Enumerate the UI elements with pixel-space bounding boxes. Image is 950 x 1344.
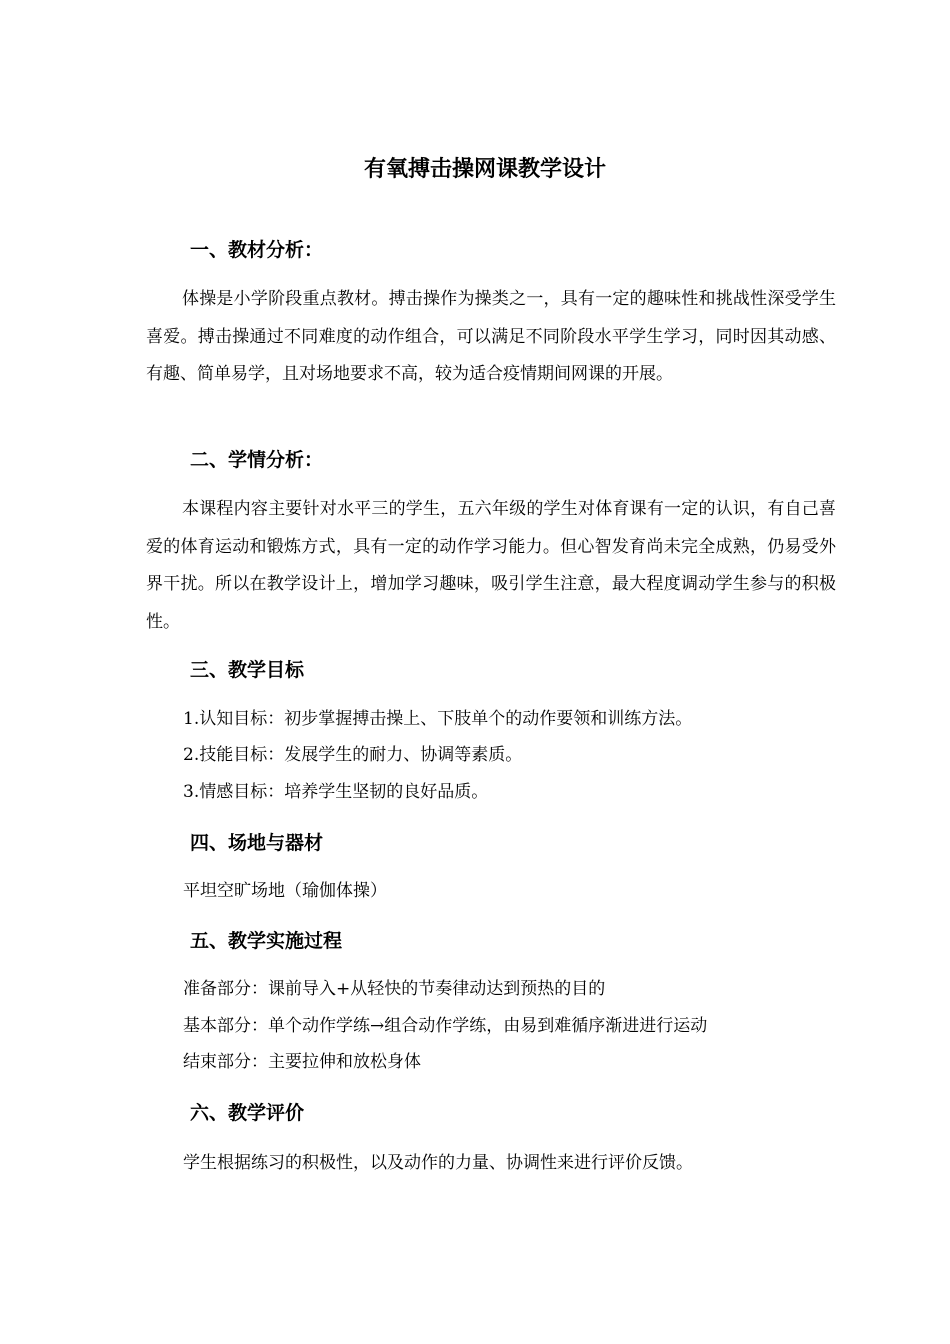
process-item-ending: 结束部分：主要拉伸和放松身体 — [183, 1052, 421, 1072]
venue-item: 平坦空旷场地（瑜伽体操） — [183, 881, 387, 901]
section-heading-venue-equipment: 四、场地与器材 — [190, 832, 324, 854]
section-heading-student-analysis: 二、学情分析： — [190, 449, 324, 471]
section-heading-material-analysis: 一、教材分析： — [190, 239, 324, 261]
process-item-basic: 基本部分：单个动作学练→组合动作学练，由易到难循序渐进进行运动 — [183, 1016, 708, 1036]
objective-item-cognitive: 1.认知目标：初步掌握搏击操上、下肢单个的动作要领和训练方法。 — [183, 709, 693, 729]
section-heading-teaching-process: 五、教学实施过程 — [190, 930, 343, 952]
section-heading-teaching-objectives: 三、教学目标 — [190, 659, 305, 681]
section-paragraph-material-analysis: 体操是小学阶段重点教材。搏击操作为操类之一，具有一定的趣味性和挑战性深受学生喜爱。搏击操通过不同难度的动作组合，可以满足不同阶段水平学生学习，同时因其动感、有趣、简单易学，且对场地要求不高，较为适合疫情期间网课的开展。 — [146, 289, 836, 384]
objective-item-affective: 3.情感目标：培养学生坚韧的良好品质。 — [183, 782, 489, 802]
section-paragraph-student-analysis: 本课程内容主要针对水平三的学生，五六年级的学生对体育课有一定的认识，有自己喜爱的体育运动和锻炼方式，具有一定的动作学习能力。但心智发育尚未完全成熟，仍易受外界干扰。所以在教学设计上，增加学习趣味，吸引学生注意，最大程度调动学生参与的积极性。 — [146, 499, 836, 632]
objective-item-skill: 2.技能目标：发展学生的耐力、协调等素质。 — [183, 745, 523, 765]
section-heading-teaching-evaluation: 六、教学评价 — [190, 1102, 305, 1124]
document-title: 有氧搏击操网课教学设计 — [363, 157, 606, 182]
evaluation-item: 学生根据练习的积极性，以及动作的力量、协调性来进行评价反馈。 — [183, 1153, 693, 1173]
process-item-preparation: 准备部分：课前导入+从轻快的节奏律动达到预热的目的 — [183, 979, 606, 999]
